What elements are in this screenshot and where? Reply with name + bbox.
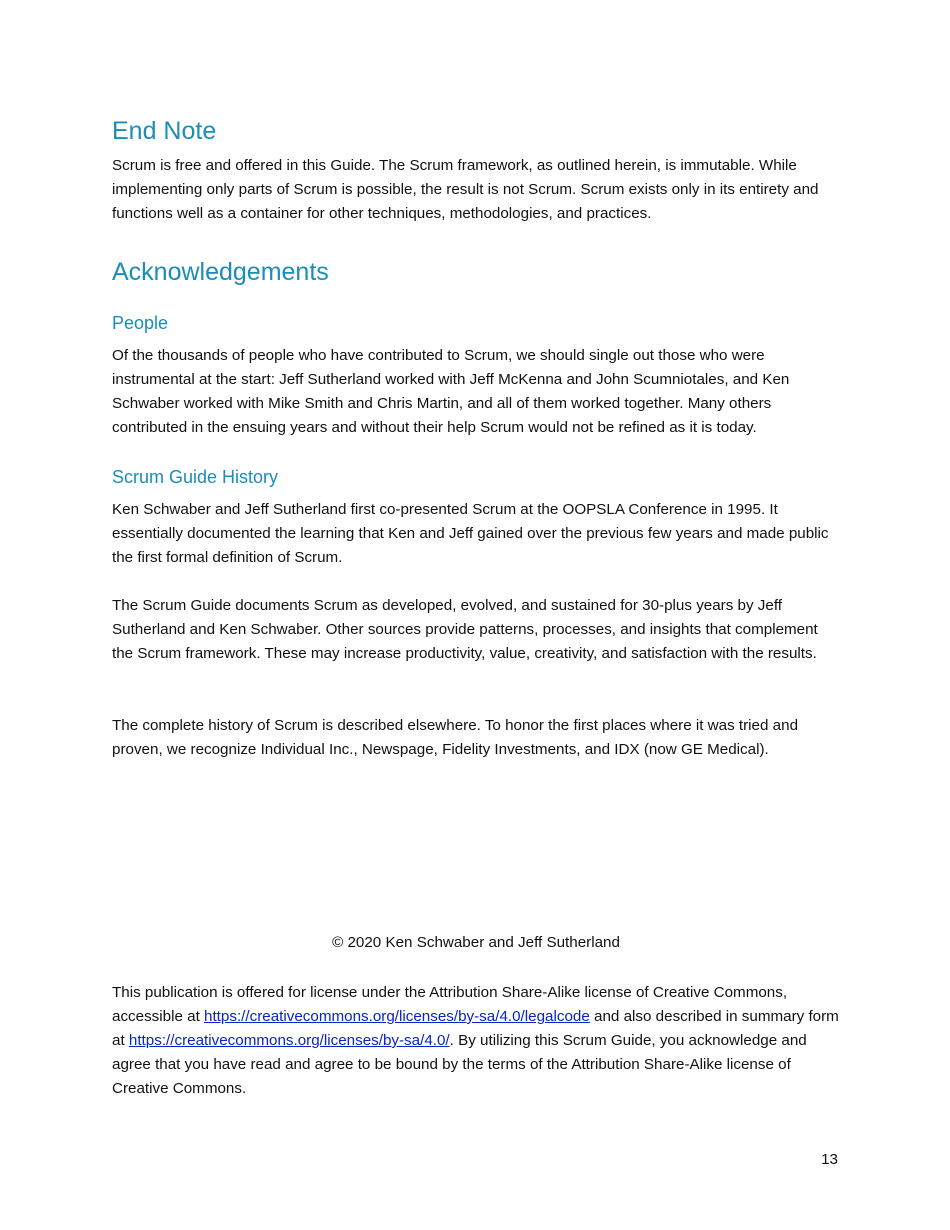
people-paragraph: Of the thousands of people who have contributed to Scrum, we should single out those who were instrumental at the start: Jeff Sutherland worked with Jeff McKenna and John Scumniotales, and Ken Schwaber worked with Mike Smith and Chris Martin, and all of them worked together. Many others contributed in the ensuing years and without their help Scrum would not be refined as it is today.: [112, 347, 790, 436]
history-paragraph-1: Ken Schwaber and Jeff Sutherland first co-presented Scrum at the OOPSLA Conference in 1995. It essentially documented the learning that Ken and Jeff gained over the previous few years and made public the first formal definition of Scrum.: [112, 501, 829, 566]
page-number: 13: [821, 1151, 838, 1168]
license-paragraph: [112, 981, 840, 1101]
license-text-1: This publication is offered for license under the Attribution Share-Alike license of Creative Commons, accessible at: [112, 984, 788, 1025]
acknowledgements-heading: Acknowledgements: [112, 258, 329, 286]
people-heading: People: [112, 313, 169, 333]
copyright-notice: © 2020 Ken Schwaber and Jeff Sutherland: [332, 934, 620, 951]
scrum-guide-history-heading: Scrum Guide History: [112, 467, 279, 487]
license-text-3: . By utilizing this Scrum Guide, you acknowledge and agree that you have read and agree to be bound by the terms of the Attribution Share-Alike license of Creative Commons.: [112, 1032, 807, 1097]
end-note-paragraph: Scrum is free and offered in this Guide. The Scrum framework, as outlined herein, is immutable. While implementing only parts of Scrum is possible, the result is not Scrum. Scrum exists only in its entirety and functions well as a container for other techniques, methodologies, and practices.: [112, 157, 819, 222]
history-paragraph-3: The complete history of Scrum is described elsewhere. To honor the first places where it was tried and proven, we recognize Individual Inc., Newspage, Fidelity Investments, and IDX (now GE Medical).: [112, 717, 799, 758]
license-summary-link[interactable]: https://creativecommons.org/licenses/by-sa/4.0/: [128, 1032, 450, 1049]
end-note-heading: End Note: [112, 117, 217, 145]
legalcode-link[interactable]: https://creativecommons.org/licenses/by-sa/4.0/legalcode: [204, 1008, 590, 1025]
history-paragraph-2: The Scrum Guide documents Scrum as developed, evolved, and sustained for 30-plus years by Jeff Sutherland and Ken Schwaber. Other sources provide patterns, processes, and insights that complement the Scrum framework. These may increase productivity, value, creativity, and satisfaction with the results.: [112, 597, 818, 662]
license-text-2: and also described in summary form at: [112, 1008, 839, 1049]
